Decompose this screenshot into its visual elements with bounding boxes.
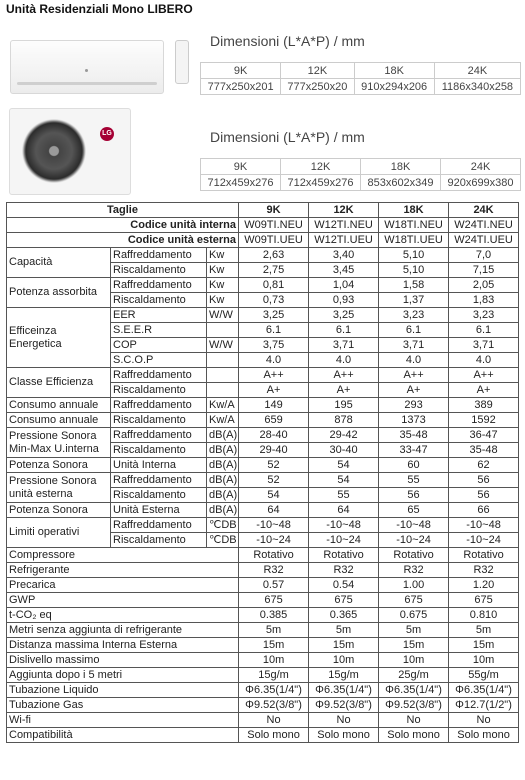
outdoor-dim: 920x699x380	[441, 175, 521, 191]
table-row	[7, 398, 519, 413]
value-cell: 0,93	[309, 293, 379, 308]
value-cell: 52	[239, 458, 309, 473]
value-cell: 29-42	[309, 428, 379, 443]
row-label: Compressore	[7, 548, 239, 563]
group-label: Pressione Sonora Min-Max U.interna	[7, 428, 111, 458]
value-cell: 675	[379, 593, 449, 608]
value-cell: Solo mono	[309, 728, 379, 743]
value-cell: 54	[239, 488, 309, 503]
group-label: Consumo annuale	[7, 398, 111, 413]
unit-cell: ℃DB	[207, 518, 239, 533]
value-cell: 5,10	[379, 263, 449, 278]
value-cell: 0,73	[239, 293, 309, 308]
value-cell: 5m	[239, 623, 309, 638]
sub-label: S.E.E.R	[111, 323, 207, 338]
code-cell: W24TI.NEU	[449, 218, 519, 233]
value-cell: 0.57	[239, 578, 309, 593]
size-column-header: 9K	[239, 203, 309, 218]
value-cell: 6.1	[379, 323, 449, 338]
value-cell: 1,58	[379, 278, 449, 293]
value-cell: Solo mono	[449, 728, 519, 743]
sub-label: Raffreddamento	[111, 473, 207, 488]
row-label: Refrigerante	[7, 563, 239, 578]
group-label: Pressione Sonora unità esterna	[7, 473, 111, 503]
table-row	[7, 608, 519, 623]
value-cell: 10m	[309, 653, 379, 668]
value-cell: -10~48	[309, 518, 379, 533]
sub-label: Raffreddamento	[111, 368, 207, 383]
indoor-model: 12K	[281, 63, 354, 79]
sub-label: EER	[111, 308, 207, 323]
code-label: Codice unità esterna	[7, 233, 239, 248]
value-cell: 3,75	[239, 338, 309, 353]
indoor-dimensions-table	[200, 62, 521, 95]
value-cell: 55g/m	[449, 668, 519, 683]
size-column-header: 12K	[309, 203, 379, 218]
value-cell: A++	[379, 368, 449, 383]
value-cell: Φ6.35(1/4")	[239, 683, 309, 698]
value-cell: 55	[309, 488, 379, 503]
value-cell: 3,45	[309, 263, 379, 278]
sub-label: S.C.O.P	[111, 353, 207, 368]
unit-cell: dB(A)	[207, 458, 239, 473]
value-cell: 1.20	[449, 578, 519, 593]
value-cell: 28-40	[239, 428, 309, 443]
lg-logo: LG	[100, 127, 114, 141]
table-row	[7, 668, 519, 683]
indoor-dim: 910x294x206	[354, 79, 434, 95]
value-cell: 64	[239, 503, 309, 518]
unit-cell: W/W	[207, 338, 239, 353]
value-cell: Φ12.7(1/2")	[449, 698, 519, 713]
outdoor-model: 12K	[281, 159, 361, 175]
value-cell: 389	[449, 398, 519, 413]
unit-cell	[207, 323, 239, 338]
sub-label: COP	[111, 338, 207, 353]
value-cell: Φ9.52(3/8")	[239, 698, 309, 713]
value-cell: 0.810	[449, 608, 519, 623]
table-row	[7, 278, 519, 293]
value-cell: 25g/m	[379, 668, 449, 683]
value-cell: 4.0	[449, 353, 519, 368]
value-cell: 3,71	[309, 338, 379, 353]
table-row	[7, 473, 519, 488]
value-cell: 36-47	[449, 428, 519, 443]
value-cell: 2,63	[239, 248, 309, 263]
sub-label: Riscaldamento	[111, 533, 207, 548]
value-cell: 7,0	[449, 248, 519, 263]
value-cell: -10~48	[379, 518, 449, 533]
value-cell: 675	[239, 593, 309, 608]
code-cell: W18TI.NEU	[379, 218, 449, 233]
code-cell: W09TI.UEU	[239, 233, 309, 248]
row-label: Compatibilità	[7, 728, 239, 743]
value-cell: 2,75	[239, 263, 309, 278]
value-cell: 675	[309, 593, 379, 608]
row-label: Wi-fi	[7, 713, 239, 728]
value-cell: R32	[239, 563, 309, 578]
remote-control-image	[175, 40, 189, 84]
value-cell: 1592	[449, 413, 519, 428]
sub-label: Riscaldamento	[111, 383, 207, 398]
value-cell: 30-40	[309, 443, 379, 458]
table-row	[7, 593, 519, 608]
value-cell: -10~24	[379, 533, 449, 548]
unit-cell	[207, 383, 239, 398]
value-cell: 4.0	[309, 353, 379, 368]
table-row	[7, 578, 519, 593]
unit-cell: dB(A)	[207, 488, 239, 503]
value-cell: 35-48	[379, 428, 449, 443]
group-label: Potenza assorbita	[7, 278, 111, 308]
value-cell: 3,25	[239, 308, 309, 323]
value-cell: 0.385	[239, 608, 309, 623]
value-cell: 10m	[449, 653, 519, 668]
value-cell: 56	[449, 488, 519, 503]
row-label: Aggiunta dopo i 5 metri	[7, 668, 239, 683]
unit-cell: dB(A)	[207, 428, 239, 443]
value-cell: 54	[309, 473, 379, 488]
unit-cell: Kw/A	[207, 413, 239, 428]
row-label: Tubazione Gas	[7, 698, 239, 713]
value-cell: 7,15	[449, 263, 519, 278]
size-column-header: 18K	[379, 203, 449, 218]
value-cell: Solo mono	[239, 728, 309, 743]
value-cell: 3,23	[449, 308, 519, 323]
row-label: Metri senza aggiunta di refrigerante	[7, 623, 239, 638]
table-row	[7, 683, 519, 698]
code-cell: W12TI.NEU	[309, 218, 379, 233]
value-cell: 15m	[239, 638, 309, 653]
value-cell: 195	[309, 398, 379, 413]
unit-cell: dB(A)	[207, 473, 239, 488]
outdoor-dim: 853x602x349	[361, 175, 441, 191]
value-cell: 4.0	[379, 353, 449, 368]
row-label: Tubazione Liquido	[7, 683, 239, 698]
value-cell: 3,40	[309, 248, 379, 263]
group-label: Efficeinza Energetica	[7, 308, 111, 368]
unit-cell: Kw	[207, 278, 239, 293]
value-cell: 3,23	[379, 308, 449, 323]
indoor-model: 9K	[201, 63, 281, 79]
unit-cell: dB(A)	[207, 503, 239, 518]
value-cell: No	[309, 713, 379, 728]
outdoor-model: 24K	[441, 159, 521, 175]
sub-label: Riscaldamento	[111, 413, 207, 428]
value-cell: -10~48	[239, 518, 309, 533]
value-cell: 52	[239, 473, 309, 488]
code-cell: W24TI.UEU	[449, 233, 519, 248]
table-row	[7, 203, 519, 218]
table-row	[7, 248, 519, 263]
page-title: Unità Residenziali Mono LIBERO	[6, 2, 193, 16]
value-cell: Φ6.35(1/4")	[449, 683, 519, 698]
value-cell: 6.1	[309, 323, 379, 338]
value-cell: 10m	[239, 653, 309, 668]
value-cell: 878	[309, 413, 379, 428]
value-cell: 0.365	[309, 608, 379, 623]
value-cell: Φ6.35(1/4")	[379, 683, 449, 698]
value-cell: 3,25	[309, 308, 379, 323]
outdoor-unit-image	[9, 108, 131, 195]
sub-label: Unità Interna	[111, 458, 207, 473]
sub-label: Raffreddamento	[111, 428, 207, 443]
value-cell: 1,37	[379, 293, 449, 308]
value-cell: 4.0	[239, 353, 309, 368]
value-cell: 6.1	[449, 323, 519, 338]
value-cell: No	[449, 713, 519, 728]
outdoor-model: 18K	[361, 159, 441, 175]
row-label: Distanza massima Interna Esterna	[7, 638, 239, 653]
unit-cell: dB(A)	[207, 443, 239, 458]
value-cell: A++	[449, 368, 519, 383]
sub-label: Raffreddamento	[111, 518, 207, 533]
sub-label: Riscaldamento	[111, 263, 207, 278]
value-cell: 6.1	[239, 323, 309, 338]
outdoor-dimensions-heading: Dimensioni (L*A*P) / mm	[210, 129, 365, 145]
value-cell: 0,81	[239, 278, 309, 293]
indoor-dim: 777x250x201	[201, 79, 281, 95]
indoor-dim: 777x250x20	[281, 79, 354, 95]
value-cell: 54	[309, 458, 379, 473]
value-cell: 15m	[379, 638, 449, 653]
value-cell: Φ6.35(1/4")	[309, 683, 379, 698]
value-cell: 33-47	[379, 443, 449, 458]
value-cell: 3,71	[449, 338, 519, 353]
table-row	[7, 713, 519, 728]
value-cell: 5m	[449, 623, 519, 638]
outdoor-dim: 712x459x276	[201, 175, 281, 191]
value-cell: 10m	[379, 653, 449, 668]
value-cell: 0.675	[379, 608, 449, 623]
value-cell: 29-40	[239, 443, 309, 458]
sub-label: Raffreddamento	[111, 248, 207, 263]
value-cell: Rotativo	[309, 548, 379, 563]
size-header: Taglie	[7, 203, 239, 218]
table-row	[7, 503, 519, 518]
value-cell: Rotativo	[379, 548, 449, 563]
table-row	[7, 308, 519, 323]
value-cell: 5m	[309, 623, 379, 638]
value-cell: 56	[449, 473, 519, 488]
value-cell: A++	[239, 368, 309, 383]
table-row	[7, 413, 519, 428]
sub-label: Unità Esterna	[111, 503, 207, 518]
value-cell: 62	[449, 458, 519, 473]
row-label: GWP	[7, 593, 239, 608]
outdoor-dim: 712x459x276	[281, 175, 361, 191]
group-label: Capacità	[7, 248, 111, 278]
value-cell: R32	[449, 563, 519, 578]
spec-table	[6, 202, 519, 743]
sub-label: Riscaldamento	[111, 488, 207, 503]
value-cell: No	[239, 713, 309, 728]
value-cell: 64	[309, 503, 379, 518]
indoor-model: 24K	[434, 63, 520, 79]
value-cell: A++	[309, 368, 379, 383]
value-cell: 1373	[379, 413, 449, 428]
unit-cell	[207, 368, 239, 383]
indoor-unit-image	[10, 40, 164, 94]
unit-cell: W/W	[207, 308, 239, 323]
sub-label: Raffreddamento	[111, 278, 207, 293]
value-cell: 56	[379, 488, 449, 503]
value-cell: 15g/m	[309, 668, 379, 683]
table-row	[7, 428, 519, 443]
value-cell: R32	[379, 563, 449, 578]
unit-cell: Kw	[207, 263, 239, 278]
value-cell: 3,71	[379, 338, 449, 353]
row-label: Dislivello massimo	[7, 653, 239, 668]
unit-cell: ℃DB	[207, 533, 239, 548]
value-cell: 15g/m	[239, 668, 309, 683]
table-row	[7, 623, 519, 638]
table-row	[7, 233, 519, 248]
table-row	[7, 638, 519, 653]
row-label: Precarica	[7, 578, 239, 593]
group-label: Limiti operativi	[7, 518, 111, 548]
size-column-header: 24K	[449, 203, 519, 218]
group-label: Potenza Sonora	[7, 503, 111, 518]
outdoor-model: 9K	[201, 159, 281, 175]
value-cell: -10~24	[309, 533, 379, 548]
value-cell: -10~24	[239, 533, 309, 548]
value-cell: 1.00	[379, 578, 449, 593]
sub-label: Riscaldamento	[111, 443, 207, 458]
value-cell: 1,04	[309, 278, 379, 293]
value-cell: 2,05	[449, 278, 519, 293]
indoor-dim: 1186x340x258	[434, 79, 520, 95]
row-label: t-CO₂ eq	[7, 608, 239, 623]
value-cell: -10~24	[449, 533, 519, 548]
table-row	[7, 728, 519, 743]
indoor-dimensions-heading: Dimensioni (L*A*P) / mm	[210, 33, 365, 49]
unit-cell: Kw	[207, 293, 239, 308]
code-cell: W09TI.NEU	[239, 218, 309, 233]
group-label: Consumo annuale	[7, 413, 111, 428]
value-cell: 675	[449, 593, 519, 608]
code-cell: W18TI.UEU	[379, 233, 449, 248]
value-cell: R32	[309, 563, 379, 578]
table-row	[7, 563, 519, 578]
value-cell: Rotativo	[239, 548, 309, 563]
value-cell: 0.54	[309, 578, 379, 593]
value-cell: 1,83	[449, 293, 519, 308]
sub-label: Riscaldamento	[111, 293, 207, 308]
value-cell: Φ9.52(3/8")	[309, 698, 379, 713]
value-cell: A+	[379, 383, 449, 398]
value-cell: 60	[379, 458, 449, 473]
value-cell: Rotativo	[449, 548, 519, 563]
table-row	[7, 548, 519, 563]
unit-cell: Kw	[207, 248, 239, 263]
fan-icon	[22, 119, 86, 183]
code-label: Codice unità interna	[7, 218, 239, 233]
value-cell: 15m	[309, 638, 379, 653]
table-row	[7, 653, 519, 668]
outdoor-dimensions-table	[200, 158, 521, 191]
value-cell: 5m	[379, 623, 449, 638]
indoor-model: 18K	[354, 63, 434, 79]
value-cell: A+	[239, 383, 309, 398]
value-cell: -10~48	[449, 518, 519, 533]
table-row	[7, 218, 519, 233]
unit-cell: Kw/A	[207, 398, 239, 413]
value-cell: Solo mono	[379, 728, 449, 743]
sub-label: Raffreddamento	[111, 398, 207, 413]
code-cell: W12TI.UEU	[309, 233, 379, 248]
table-row	[7, 698, 519, 713]
value-cell: 66	[449, 503, 519, 518]
value-cell: 149	[239, 398, 309, 413]
value-cell: 55	[379, 473, 449, 488]
group-label: Classe Efficienza	[7, 368, 111, 398]
value-cell: A+	[449, 383, 519, 398]
value-cell: 15m	[449, 638, 519, 653]
value-cell: No	[379, 713, 449, 728]
value-cell: A+	[309, 383, 379, 398]
value-cell: 5,10	[379, 248, 449, 263]
value-cell: 293	[379, 398, 449, 413]
unit-cell	[207, 353, 239, 368]
value-cell: 65	[379, 503, 449, 518]
table-row	[7, 458, 519, 473]
group-label: Potenza Sonora	[7, 458, 111, 473]
table-row	[7, 368, 519, 383]
value-cell: Φ9.52(3/8")	[379, 698, 449, 713]
table-row	[7, 518, 519, 533]
value-cell: 35-48	[449, 443, 519, 458]
value-cell: 659	[239, 413, 309, 428]
